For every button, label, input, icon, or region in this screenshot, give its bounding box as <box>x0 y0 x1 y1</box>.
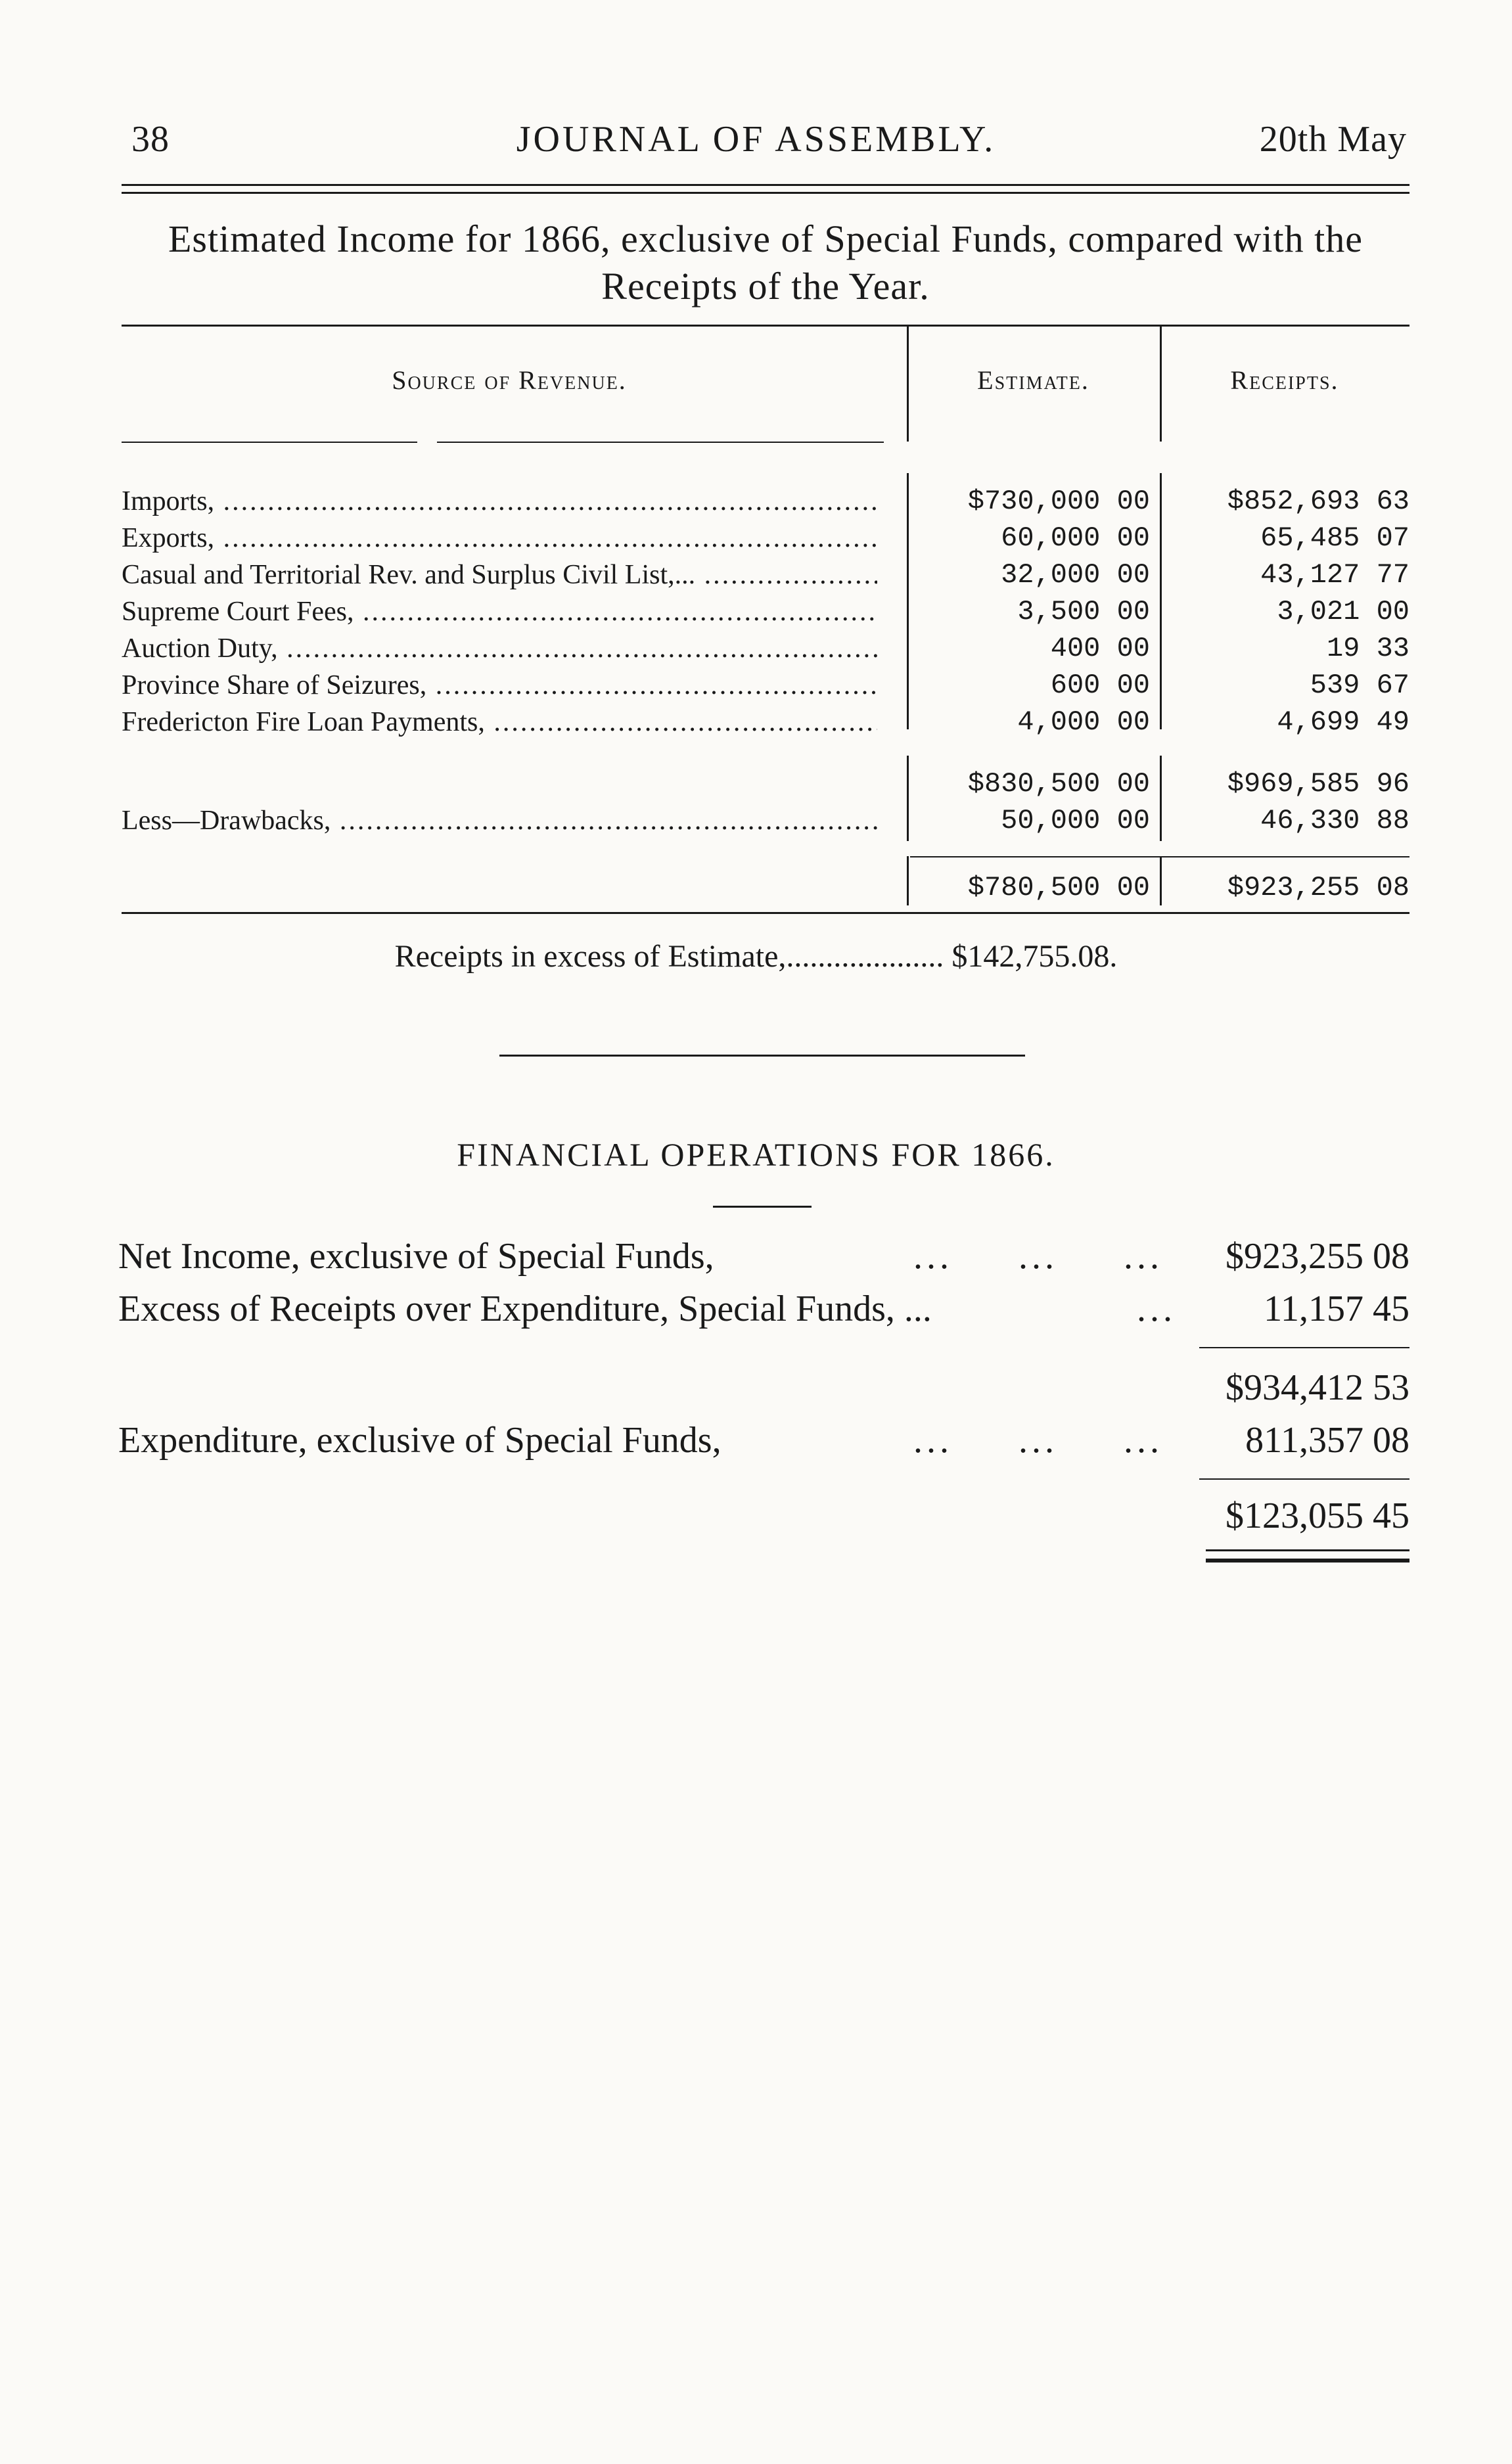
column-divider <box>907 756 909 841</box>
column-header-source: Source of Revenue. <box>392 365 627 395</box>
row-receipts-court-fees: 3,021 00 <box>1277 596 1409 627</box>
excess-dots: ... <box>1137 1289 1176 1329</box>
net-income-label: Net Income, exclusive of Special Funds, <box>118 1236 714 1277</box>
section-divider <box>499 1055 1025 1057</box>
header-rule-bottom <box>122 192 1409 194</box>
balance-double-rule-bottom <box>1206 1559 1409 1563</box>
header-rule-top <box>122 184 1409 186</box>
row-receipts-auction-duty: 19 33 <box>1326 633 1409 664</box>
table-top-rule <box>122 325 1409 327</box>
row-estimate-court-fees: 3,500 00 <box>1017 596 1150 627</box>
column-divider <box>1160 856 1162 905</box>
drawbacks-estimate: 50,000 00 <box>1001 805 1150 836</box>
subtotal-estimate: $830,500 00 <box>967 768 1150 800</box>
table-bottom-rule <box>122 912 1409 914</box>
row-source-exports: Exports, ..... <box>122 520 877 557</box>
header-date: 20th May <box>1259 119 1407 160</box>
column-divider <box>1160 473 1162 729</box>
total-estimate: $780,500 00 <box>967 872 1150 903</box>
table-title-line2: Receipts of the Year. <box>601 265 930 308</box>
balance-value: $123,055 45 <box>1226 1495 1409 1536</box>
subtotal-receipts: $969,585 96 <box>1227 768 1409 800</box>
title-underline <box>713 1206 812 1208</box>
column-header-estimate: Estimate. <box>977 365 1089 395</box>
row-source-auction-duty: Auction Duty, ..... <box>122 630 877 667</box>
balance-double-rule-top <box>1206 1549 1409 1551</box>
row-receipts-exports: 65,485 07 <box>1260 522 1409 554</box>
expenditure-dots: ... ... ... <box>913 1420 1163 1461</box>
row-estimate-fire-loan: 4,000 00 <box>1017 706 1150 738</box>
row-source-imports: Imports, ..... <box>122 483 877 520</box>
excess-of-estimate: Receipts in excess of Estimate,.................... $142,755.08. <box>394 939 1118 974</box>
header-underline <box>437 442 884 443</box>
row-receipts-imports: $852,693 63 <box>1227 486 1409 517</box>
row-estimate-casual: 32,000 00 <box>1001 559 1150 591</box>
row-estimate-exports: 60,000 00 <box>1001 522 1150 554</box>
journal-title: JOURNAL OF ASSEMBLY. <box>516 119 996 160</box>
column-header-receipts: Receipts. <box>1230 365 1339 395</box>
expenditure-label: Expenditure, exclusive of Special Funds, <box>118 1420 722 1461</box>
excess-value: 11,157 45 <box>1264 1289 1409 1329</box>
expenditure-value: 811,357 08 <box>1245 1420 1409 1461</box>
net-income-dots: ... ... ... <box>913 1236 1163 1277</box>
sum-value: $934,412 53 <box>1226 1367 1409 1408</box>
column-divider <box>907 473 909 729</box>
total-receipts: $923,255 08 <box>1227 872 1409 903</box>
drawbacks-receipts: 46,330 88 <box>1260 805 1409 836</box>
row-source-seizures: Province Share of Seizures, ..... <box>122 667 877 704</box>
row-receipts-fire-loan: 4,699 49 <box>1277 706 1409 738</box>
column-divider <box>907 856 909 905</box>
excess-label: Excess of Receipts over Expenditure, Special Funds, ... <box>118 1289 932 1329</box>
row-receipts-seizures: 539 67 <box>1310 670 1409 701</box>
financial-operations-title: FINANCIAL OPERATIONS FOR 1866. <box>457 1136 1055 1173</box>
row-estimate-auction-duty: 400 00 <box>1050 633 1150 664</box>
row-estimate-imports: $730,000 00 <box>967 486 1150 517</box>
table-title-line1: Estimated Income for 1866, exclusive of Special Funds, compared with the <box>168 217 1363 260</box>
net-income-value: $923,255 08 <box>1226 1236 1409 1277</box>
row-source-court-fees: Supreme Court Fees, ..... <box>122 593 877 630</box>
row-estimate-seizures: 600 00 <box>1050 670 1150 701</box>
row-source-casual: Casual and Territorial Rev. and Surplus Civil List,... ..... <box>122 557 877 593</box>
row-source-fire-loan: Fredericton Fire Loan Payments, ..... <box>122 704 877 741</box>
row-receipts-casual: 43,127 77 <box>1260 559 1409 591</box>
balance-rule <box>1199 1478 1409 1480</box>
drawbacks-label: Less—Drawbacks, ..... <box>122 802 877 839</box>
sum-rule <box>1199 1347 1409 1348</box>
page-number: 38 <box>131 119 170 160</box>
header-underline <box>122 442 417 443</box>
column-divider <box>1160 756 1162 841</box>
